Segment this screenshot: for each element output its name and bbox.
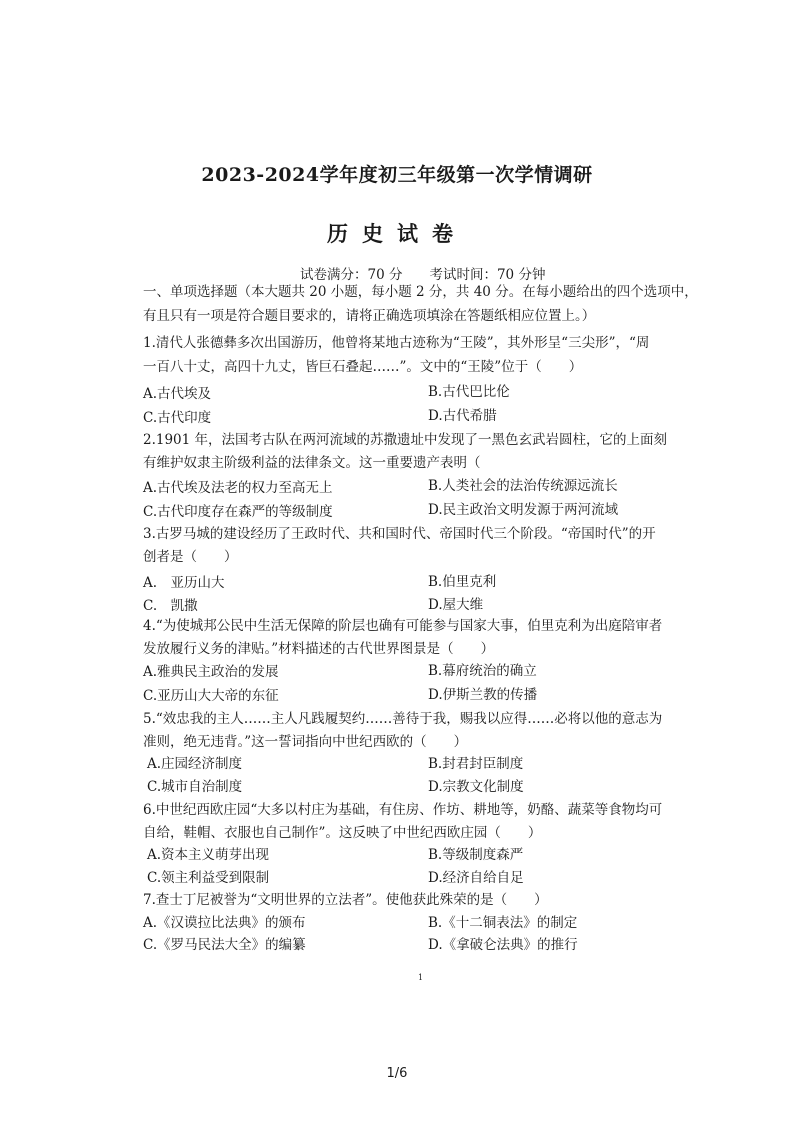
question-3-option-d: D.屋大维 — [428, 597, 484, 613]
subject-title: 历史试卷 — [327, 221, 467, 246]
question-4-option-c: C.亚历山大大帝的东征 — [143, 688, 279, 704]
question-5-option-d: D.宗教文化制度 — [428, 779, 524, 795]
question-4-line-2: 发放履行义务的津贴。”材料描述的古代世界图景是（ ） — [143, 641, 495, 657]
question-1-line-2: 一百八十丈，高四十九丈，皆巨石叠起……”。文中的“王陵”位于（ ） — [143, 359, 583, 375]
question-6-line-1: 6.中世纪西欧庄园“大多以村庄为基础，有住房、作坊、耕地等，奶酪、蔬菜等食物均可 — [143, 802, 663, 818]
question-2-line-1: 2.1901 年，法国考古队在两河流域的苏撒遗址中发现了一黑色玄武岩圆柱，它的上面刻 — [143, 432, 668, 448]
section-instruction-line-1: 一、单项选择题（本大题共 20 小题，每小题 2 分，共 40 分。在每小题给出的四个选项中， — [143, 284, 698, 300]
question-1-option-b: B.古代巴比伦 — [428, 384, 510, 400]
question-5-option-b: B.封君封臣制度 — [428, 756, 524, 772]
question-5-line-1: 5.“效忠我的主人……主人凡践履契约……善待于我，赐我以应得……必将以他的意志为 — [143, 711, 663, 727]
page-number: 1/6 — [386, 1066, 408, 1081]
question-7-option-b: B.《十二铜表法》的制定 — [428, 915, 578, 931]
question-5-option-a: A.庄园经济制度 — [147, 756, 243, 772]
question-7-option-a: A.《汉谟拉比法典》的颁布 — [143, 915, 306, 931]
section-instruction-line-2: 有且只有一项是符合题目要求的，请将正确选项填涂在答题纸相应位置上。） — [143, 308, 596, 324]
question-2-option-d: D.民主政治文明发源于两河流域 — [428, 502, 619, 518]
question-2-option-a: A.古代埃及法老的权力至高无上 — [143, 480, 333, 496]
question-4-option-d: D.伊斯兰教的传播 — [428, 687, 538, 703]
question-4-option-b: B.幕府统治的确立 — [428, 663, 537, 679]
question-5-line-2: 准则，绝无违背。”这一誓词指向中世纪西欧的（ ） — [143, 734, 468, 750]
question-3-option-b: B.伯里克利 — [428, 574, 497, 590]
question-7-option-c: C.《罗马民法大全》的编纂 — [143, 937, 306, 953]
exam-title: 2023-2024学年度初三年级第一次学情调研 — [201, 164, 593, 186]
footer-small-mark: 1 — [418, 973, 424, 982]
question-6-option-b: B.等级制度森严 — [428, 847, 524, 863]
question-6-option-c: C.领主利益受到限制 — [147, 870, 270, 886]
question-7-option-d: D.《拿破仑法典》的推行 — [428, 937, 578, 953]
question-3-line-2: 创者是（ ） — [143, 549, 238, 565]
question-2-option-b: B.人类社会的法治传统源远流长 — [428, 478, 618, 494]
question-1-option-a: A.古代埃及 — [143, 386, 212, 402]
exam-meta: 试卷满分：70 分 考试时间：70 分钟 — [300, 267, 546, 283]
question-5-option-c: C.城市自治制度 — [147, 779, 243, 795]
question-1-option-c: C.古代印度 — [143, 410, 212, 426]
question-3-option-a: A. 亚历山大 — [143, 575, 225, 591]
question-2-option-c: C.古代印度存在森严的等级制度 — [143, 504, 333, 520]
question-3-option-c: C. 凯撒 — [143, 598, 198, 614]
question-2-line-2: 有维护奴隶主阶级利益的法律条文。这一重要遗产表明（ — [143, 455, 481, 471]
question-3-line-1: 3.古罗马城的建设经历了王政时代、共和国时代、帝国时代三个阶段。“帝国时代”的开 — [143, 526, 656, 542]
question-6-option-a: A.资本主义萌芽出现 — [147, 847, 270, 863]
question-4-line-1: 4.“为使城邦公民中生活无保障的阶层也确有可能参与国家大事，伯里克利为出庭陪审者 — [143, 618, 663, 634]
question-7-line-1: 7.查士丁尼被誉为“文明世界的立法者”。使他获此殊荣的是（ ） — [143, 892, 548, 908]
question-1-option-d: D.古代希腊 — [428, 408, 497, 424]
question-6-line-2: 自给，鞋帽、衣服也自己制作”。这反映了中世纪西欧庄园（ ） — [143, 825, 542, 841]
question-1-line-1: 1.清代人张德彝多次出国游历，他曾将某地古迹称为“王陵”，其外形呈“三尖形”，“周 — [143, 335, 650, 351]
question-4-option-a: A.雅典民主政治的发展 — [143, 664, 279, 680]
question-6-option-d: D.经济自给自足 — [428, 870, 524, 886]
